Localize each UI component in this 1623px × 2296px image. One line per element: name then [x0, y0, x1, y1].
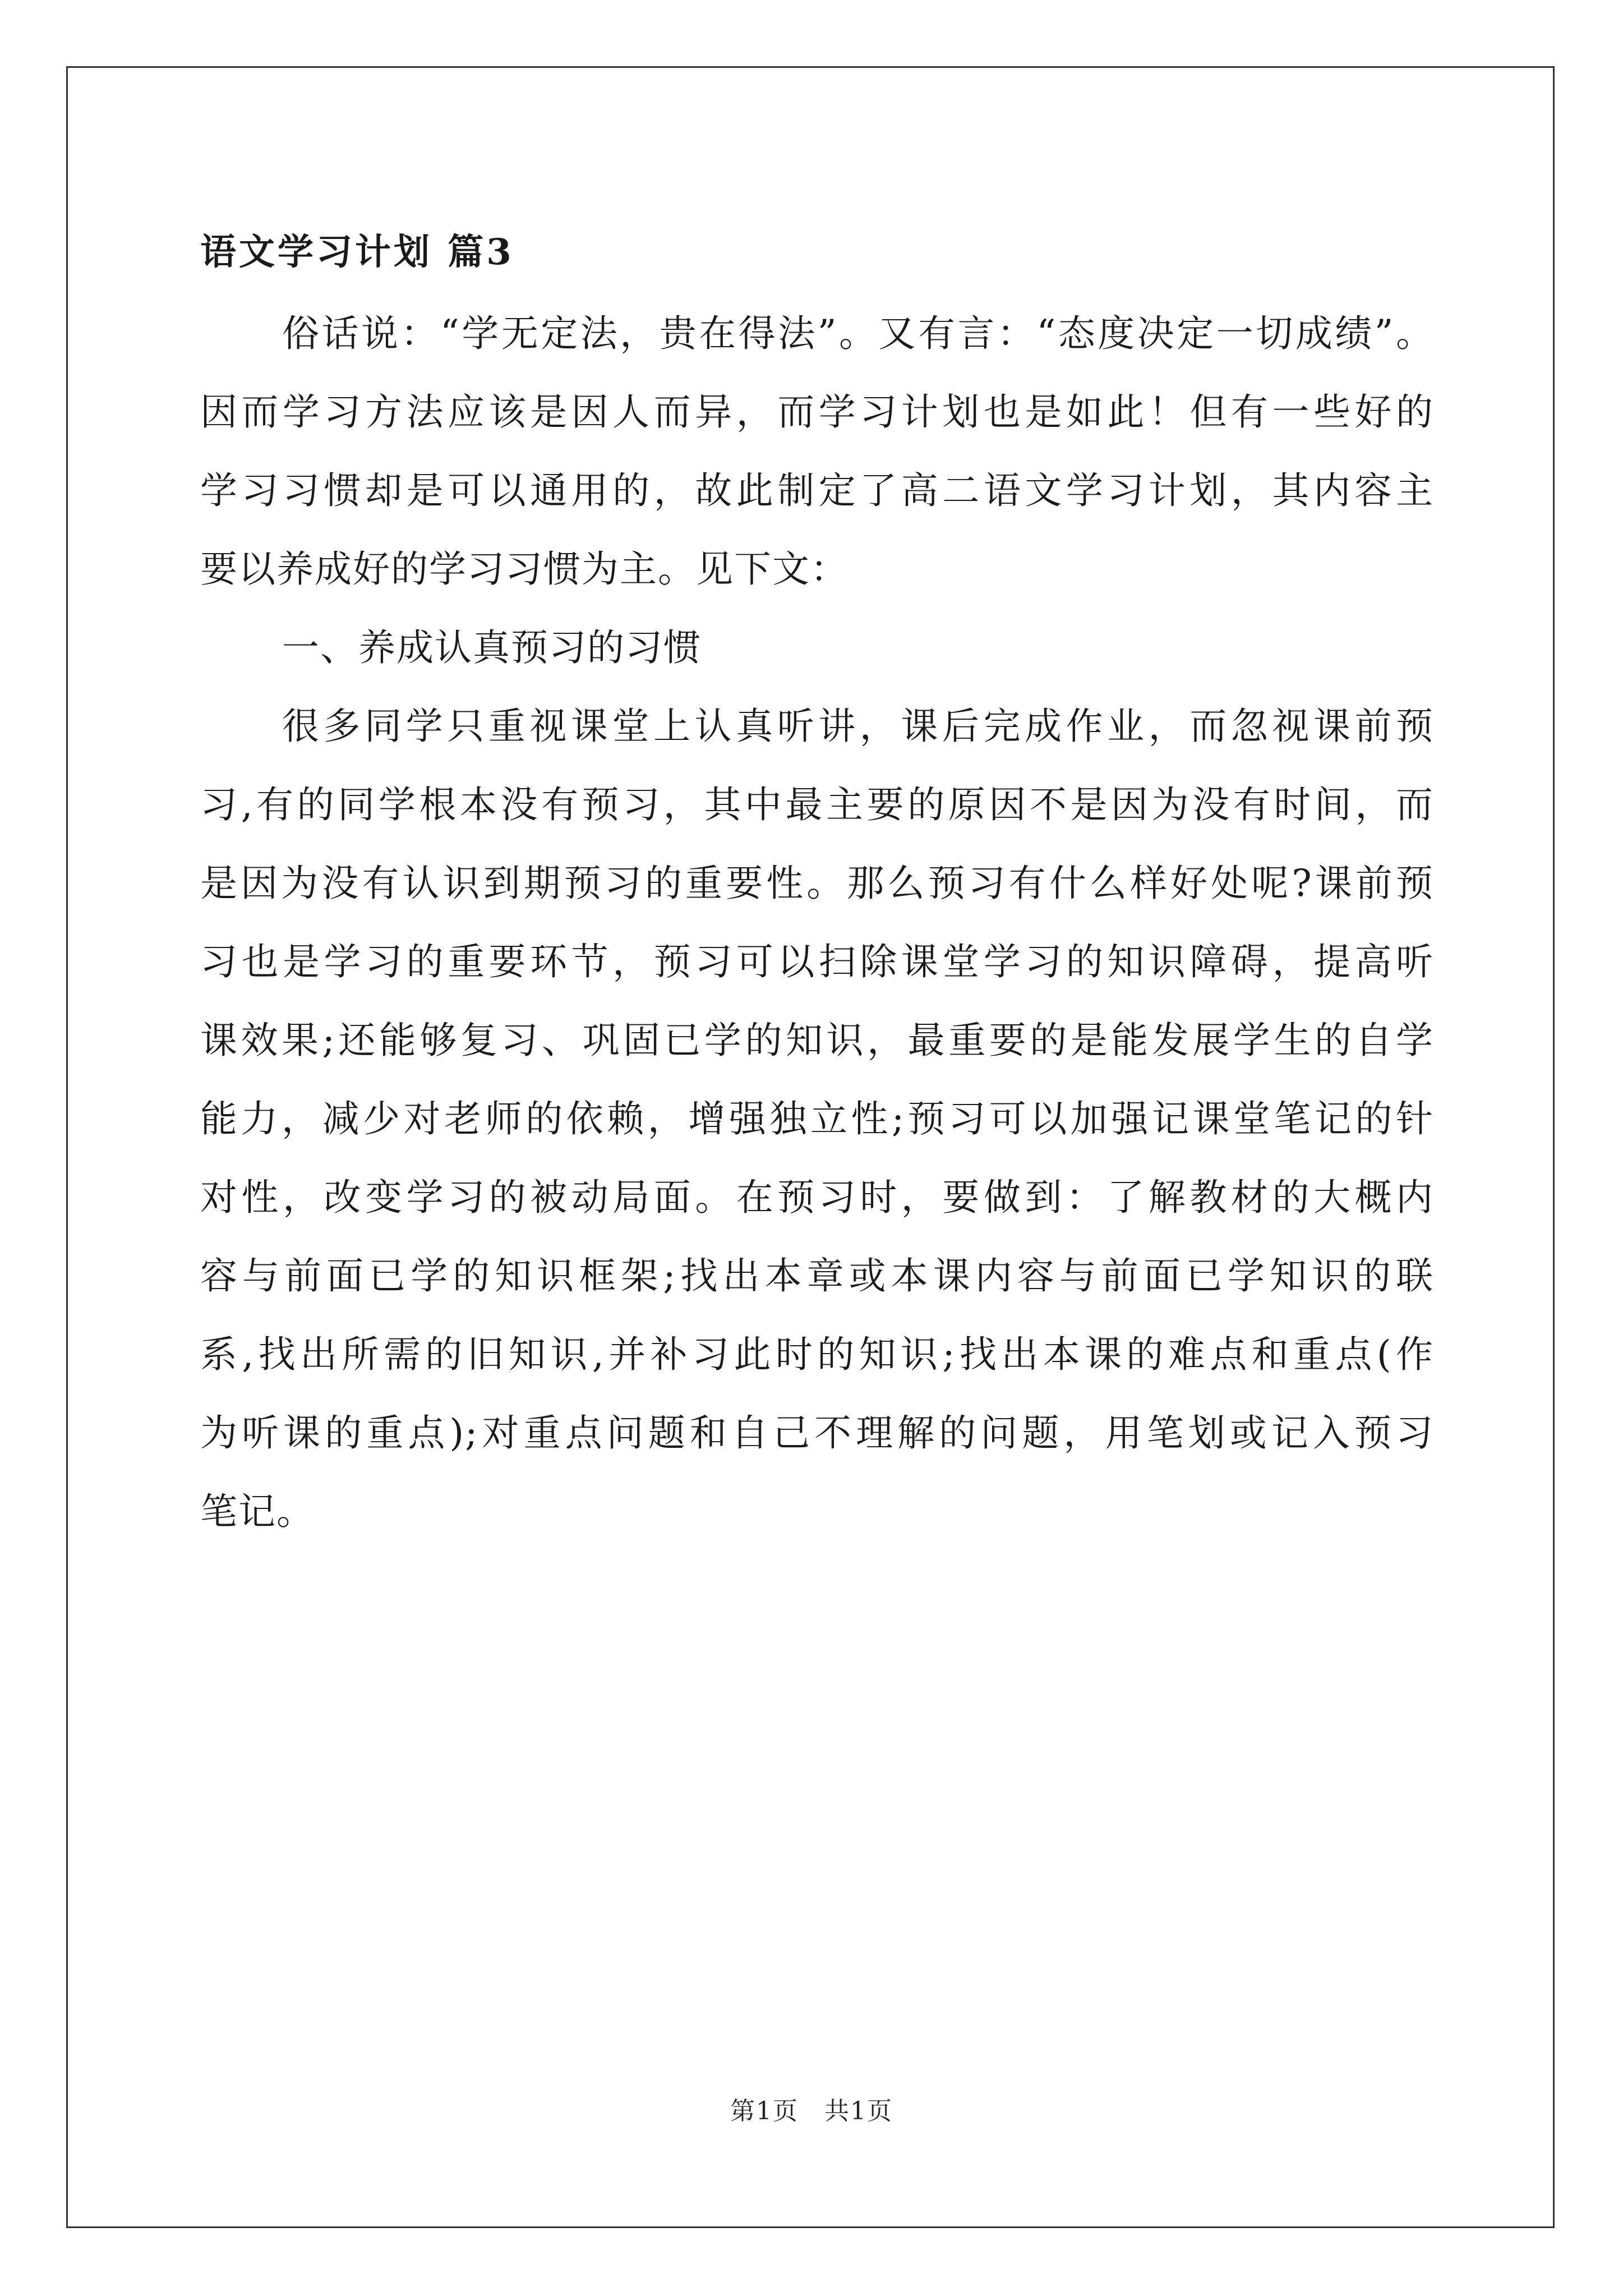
paragraph-line: 学习习惯却是可以通用的，故此制定了高二语文学习计划，其内容主 — [200, 469, 1434, 512]
paragraph-line: 习也是学习的重要环节，预习可以扫除课堂学习的知识障碍，提高听 — [200, 940, 1434, 983]
paragraph-line: 能力，减少对老师的依赖，增强独立性;预习可以加强记课堂笔记的针 — [200, 1097, 1434, 1140]
section-heading-text: 一、养成认真预习的习惯 — [282, 626, 702, 669]
paragraph-preview — [200, 687, 1434, 1551]
paragraph-line: 课效果;还能够复习、巩固已学的知识，最重要的是能发展学生的自学 — [200, 1019, 1434, 1062]
document-title: 语文学习计划 篇3 — [200, 231, 514, 273]
paragraph-line: 习,有的同学根本没有预习，其中最主要的原因不是因为没有时间，而 — [200, 783, 1434, 826]
paragraph-line: 为听课的重点);对重点问题和自己不理解的问题，用笔划或记入预习 — [200, 1411, 1434, 1455]
paragraph-line: 容与前面已学的知识框架;找出本章或本课内容与前面已学知识的联 — [200, 1254, 1434, 1297]
paragraph-line: 俗话说：“学无定法，贵在得法”。又有言：“态度决定一切成绩”。 — [282, 312, 1434, 355]
paragraph-line: 系,找出所需的旧知识,并补习此时的知识;找出本课的难点和重点(作 — [200, 1333, 1434, 1376]
paragraph-line: 因而学习方法应该是因人而异，而学习计划也是如此！但有一些好的 — [200, 390, 1434, 434]
document-body — [200, 210, 1434, 1551]
paragraph-line: 笔记。 — [200, 1490, 315, 1533]
page-number-footer: 第1页 共1页 — [730, 2097, 893, 2125]
paragraph-intro — [200, 295, 1434, 609]
paragraph-line: 要以养成好的学习习惯为主。见下文： — [200, 547, 849, 591]
section-heading — [200, 609, 1434, 687]
paragraph-line: 对性，改变学习的被动局面。在预习时，要做到：了解教材的大概内 — [200, 1176, 1434, 1219]
paragraph-line: 是因为没有认识到期预习的重要性。那么预习有什么样好处呢?课前预 — [200, 862, 1434, 905]
paragraph-line: 很多同学只重视课堂上认真听讲，课后完成作业，而忽视课前预 — [282, 705, 1434, 748]
